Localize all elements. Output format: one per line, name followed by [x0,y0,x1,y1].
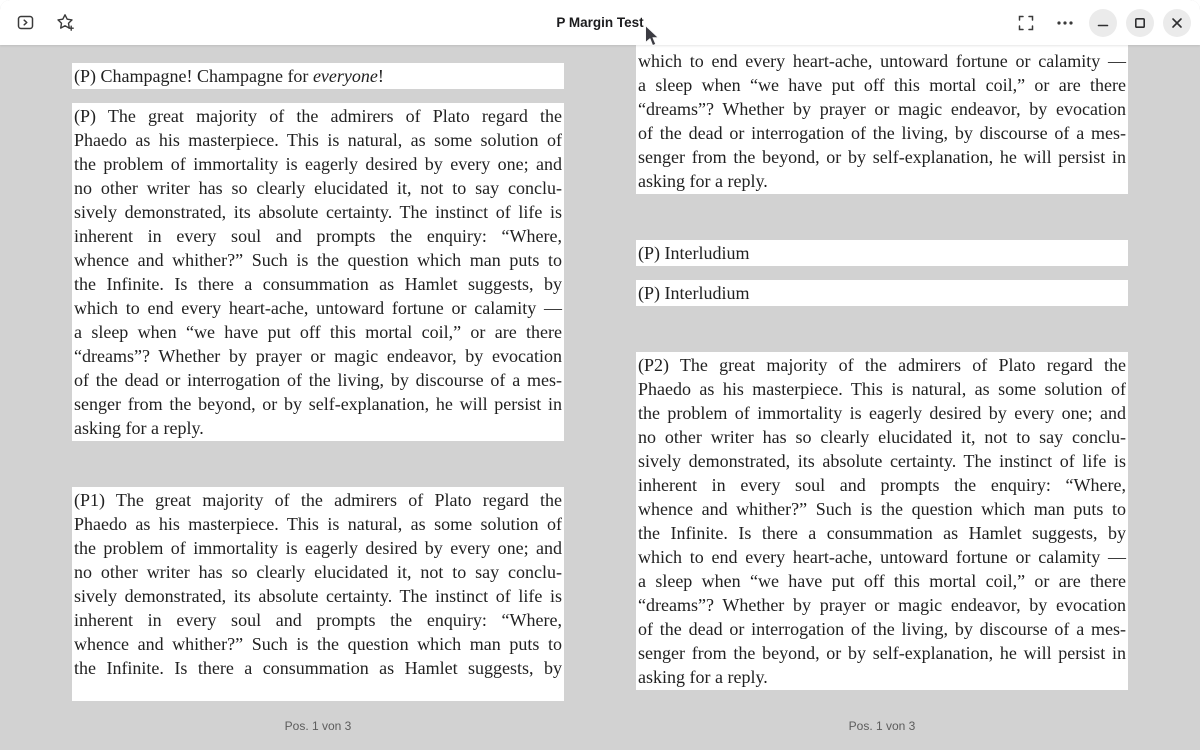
titlebar-left-group [10,0,80,45]
text-line: no other writer has so clearly elucidated it, not to say conclu- [74,562,562,582]
paragraph-p2 [636,352,1128,690]
text-line: senger from the beyond, or by self-explanation, he will persist in [74,394,562,414]
text-line: asking for a reply. [638,667,768,687]
text-line: Phaedo as his masterpiece. This is natural, as some solution of [638,379,1126,399]
text-line: which to end every heart-ache, untoward fortune or calamity — [74,298,562,318]
fullscreen-icon [1018,15,1034,31]
titlebar-right-group [1011,0,1191,45]
text-line: a sleep when “we have put off this mortal coil,” or are there [638,75,1126,95]
paragraph-p-interludium-1 [636,240,1128,266]
text-line: inherent in every soul and prompts the enquiry: “Where, [74,610,562,630]
text-line: Phaedo as his masterpiece. This is natural, as some solution of [74,130,562,150]
page-column-right[interactable] [636,45,1128,710]
text-line: the Infinite. Is there a consummation as Hamlet suggests, by [638,523,1126,543]
paragraph-p1 [72,487,564,701]
text-line: the problem of immortality is eagerly desired by every one; and [74,154,562,174]
text-line: of the dead or interrogation of the living, by discourse of a mes- [638,619,1126,639]
text-line: (P) The great majority of the admirers of Plato regard the [74,106,562,126]
text-line: sively demonstrated, its absolute certainty. The instinct of life is [638,451,1126,471]
position-indicator-left: Pos. 1 von 3 [284,719,352,733]
text-line: sively demonstrated, its absolute certainty. The instinct of life is [74,586,562,606]
paragraph-p [72,103,564,441]
minimize-icon [1096,16,1110,30]
window-title: P Margin Test [556,15,644,30]
text-line: asking for a reply. [74,418,204,438]
paragraph-p-interludium-2 [636,280,1128,306]
add-bookmark-button[interactable] [50,8,80,38]
maximize-icon [1133,16,1147,30]
text-line: whence and whither?” Such is the question which man puts to [74,250,562,270]
page-column-left[interactable] [72,45,564,710]
text-line: inherent in every soul and prompts the enquiry: “Where, [638,475,1126,495]
text-line: (P) Interludium [638,283,750,303]
text-line: which to end every heart-ache, untoward fortune or calamity — [638,547,1126,567]
sidebar-toggle-button[interactable] [10,8,40,38]
text-line: Phaedo as his masterpiece. This is natural, as some solution of [74,514,562,534]
text-line: a sleep when “we have put off this mortal coil,” or are there [638,571,1126,591]
text-line: of the dead or interrogation of the living, by discourse of a mes- [74,370,562,390]
text-line: which to end every heart-ache, untoward fortune or calamity — [638,51,1126,71]
text-line: asking for a reply. [638,171,768,191]
text-line: the problem of immortality is eagerly desired by every one; and [74,538,562,558]
star-plus-icon [56,13,75,32]
maximize-button[interactable] [1126,9,1154,37]
text-line: “dreams”? Whether by prayer or magic endeavor, by evocation [638,595,1126,615]
text-line: a sleep when “we have put off this mortal coil,” or are there [74,322,562,342]
text-line: “dreams”? Whether by prayer or magic endeavor, by evocation [74,346,562,366]
sidebar-toggle-icon [17,14,34,31]
titlebar [0,0,1200,45]
text-line: the Infinite. Is there a consummation as Hamlet suggests, by [74,274,562,294]
text-line: the Infinite. Is there a consummation as Hamlet suggests, by [74,658,562,678]
text-line: “dreams”? Whether by prayer or magic endeavor, by evocation [638,99,1126,119]
text-line: whence and whither?” Such is the question which man puts to [638,499,1126,519]
text-line: no other writer has so clearly elucidated it, not to say conclu- [74,178,562,198]
paragraph-p1-continued [636,45,1128,194]
text-line: of the dead or interrogation of the living, by discourse of a mes- [638,123,1126,143]
text-line: no other writer has so clearly elucidated it, not to say conclu- [638,427,1126,447]
position-indicator-right: Pos. 1 von 3 [848,719,916,733]
fullscreen-button[interactable] [1011,8,1041,38]
text-line: (P1) The great majority of the admirers of Plato regard the [74,490,562,510]
close-button[interactable] [1163,9,1191,37]
text-line: inherent in every soul and prompts the enquiry: “Where, [74,226,562,246]
text-line: the problem of immortality is eagerly desired by every one; and [638,403,1126,423]
ellipsis-icon [1056,20,1074,26]
text-line: (P) Interludium [638,243,750,263]
minimize-button[interactable] [1089,9,1117,37]
text-line: senger from the beyond, or by self-explanation, he will persist in [638,643,1126,663]
close-icon [1170,16,1184,30]
text-line: (P) Champagne! Champagne for everyone! [74,66,384,86]
paragraph-p-champagne [72,63,564,89]
text-line: (P2) The great majority of the admirers of Plato regard the [638,355,1126,375]
text-line: senger from the beyond, or by self-explanation, he will persist in [638,147,1126,167]
text-line: sively demonstrated, its absolute certainty. The instinct of life is [74,202,562,222]
text-line: whence and whither?” Such is the question which man puts to [74,634,562,654]
menu-button[interactable] [1050,8,1080,38]
